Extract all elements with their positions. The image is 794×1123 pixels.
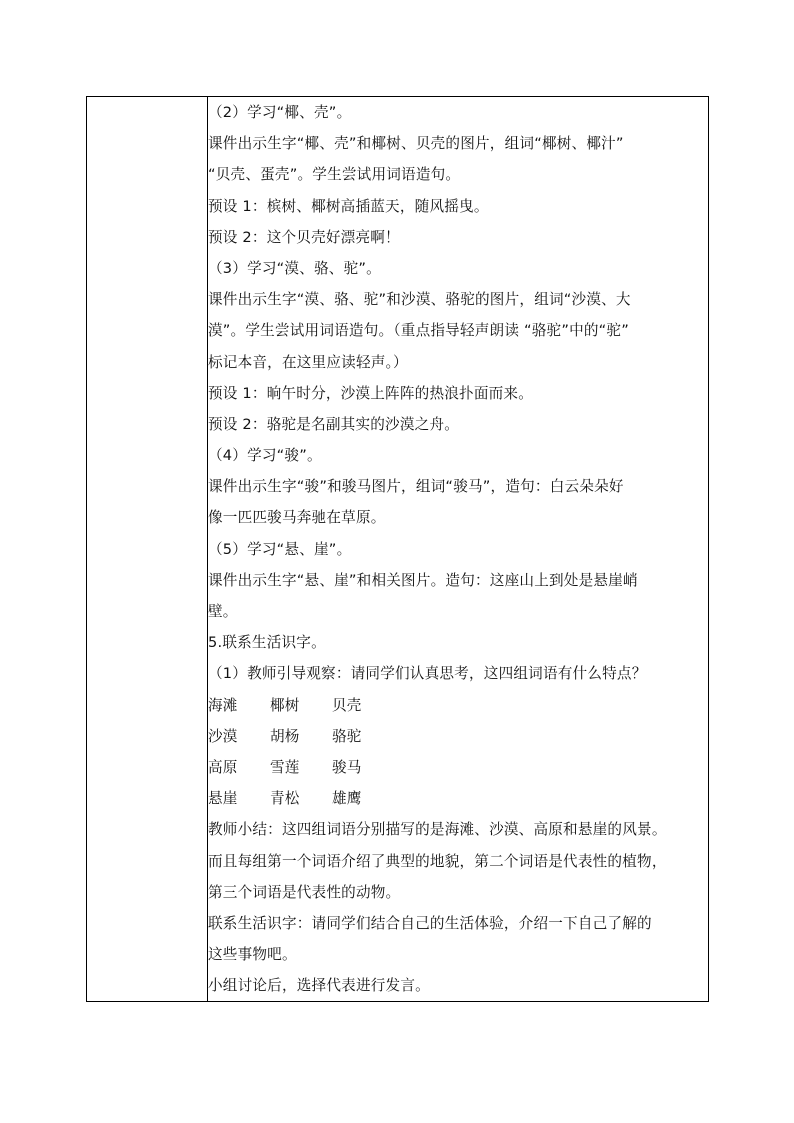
- text-line: “贝壳、蛋壳”。学生尝试用词语造句。: [208, 166, 461, 184]
- word-landform: 悬崖: [208, 790, 238, 808]
- text-line: 教师小结：这四组词语分别描写的是海滩、沙漠、高原和悬崖的风景。: [208, 821, 667, 839]
- text-line: 壁。: [208, 603, 238, 620]
- word-plant: 雪莲: [270, 758, 300, 776]
- text-line: 第三个词语是代表性的动物。: [208, 883, 401, 901]
- text-line: 预设 1：晌午时分，沙漠上阵阵的热浪扑面而来。: [208, 384, 533, 402]
- word-animal: 雄鹰: [332, 790, 362, 808]
- text-line: 课件出示生字“椰、壳”和椰树、贝壳的图片，组词“椰树、椰汁”: [208, 135, 624, 153]
- text-line: （4）学习“骏”。: [208, 447, 322, 465]
- lesson-table: [86, 96, 709, 1002]
- text-line: 联系生活识字：请同学们结合自己的生活体验，介绍一下自己了解的: [208, 914, 652, 932]
- text-line: 预设 2：骆驼是名副其实的沙漠之舟。: [208, 415, 460, 433]
- word-group-row: [208, 752, 708, 783]
- word-animal: 骏马: [332, 758, 362, 776]
- word-plant: 青松: [270, 790, 300, 808]
- text-line: 漠”。学生尝试用词语造句。（重点指导轻声朗读 “骆驼”中的“驼”: [208, 322, 629, 340]
- word-plant: 椰树: [270, 696, 300, 714]
- text-line: （1）教师引导观察：请同学们认真思考，这四组词语有什么特点？: [208, 665, 647, 683]
- text-line: （3）学习“漠、骆、驼”。: [208, 259, 381, 277]
- word-landform: 海滩: [208, 696, 238, 714]
- word-animal: 贝壳: [332, 696, 362, 714]
- word-group-row: [208, 690, 708, 721]
- text-line: 小组讨论后，选择代表进行发言。: [208, 977, 430, 995]
- text-line: 课件出示生字“骏”和骏马图片，组词“骏马”，造句：白云朵朵好: [208, 478, 624, 496]
- word-plant: 胡杨: [270, 727, 300, 745]
- text-line: 预设 2：这个贝壳好漂亮啊！: [208, 228, 400, 246]
- word-landform: 高原: [208, 758, 238, 776]
- left-column-cell: [87, 97, 208, 1002]
- text-line: 而且每组第一个词语介绍了典型的地貌，第二个词语是代表性的植物，: [208, 852, 667, 870]
- text-line: 课件出示生字“悬、崖”和相关图片。造句：这座山上到处是悬崖峭: [208, 571, 638, 589]
- text-line: 标记本音，在这里应读轻声。）: [208, 353, 408, 371]
- text-line: 像一匹匹骏马奔驰在草原。: [208, 509, 386, 527]
- word-animal: 骆驼: [332, 727, 362, 745]
- word-group-row: [208, 721, 708, 752]
- table-row: [87, 97, 709, 1002]
- text-line: 课件出示生字“漠、骆、驼”和沙漠、骆驼的图片，组词“沙漠、大: [208, 291, 631, 309]
- word-landform: 沙漠: [208, 727, 238, 745]
- text-line: （5）学习“悬、崖”。: [208, 540, 352, 558]
- content-cell: [208, 97, 709, 1002]
- text-line: 5.联系生活识字。: [208, 634, 326, 652]
- word-group-row: [208, 783, 708, 814]
- text-line: （2）学习“椰、壳”。: [208, 104, 352, 121]
- text-line: 预设 1：槟树、椰树高插蓝天，随风摇曳。: [208, 197, 489, 215]
- text-line: 这些事物吧。: [208, 946, 297, 964]
